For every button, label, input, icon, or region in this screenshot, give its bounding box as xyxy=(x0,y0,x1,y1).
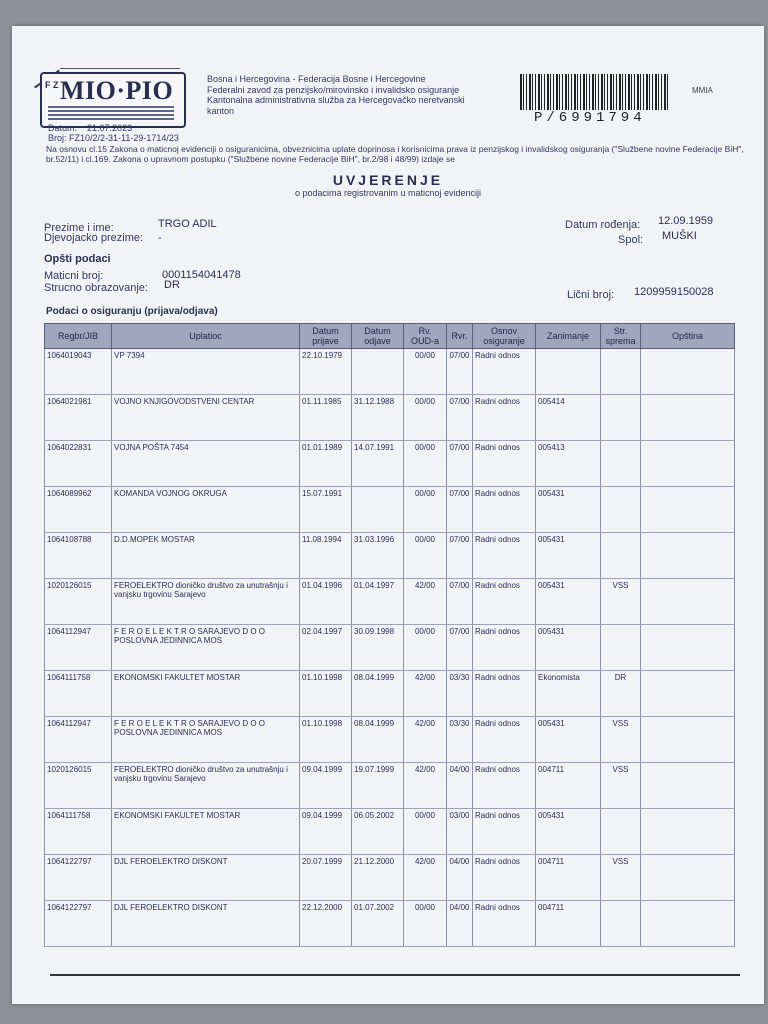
cell-reg: 1064021981 xyxy=(45,395,112,441)
organization-header xyxy=(207,74,465,116)
cell-reg: 1020126015 xyxy=(45,763,112,809)
document-title: UVJERENJE xyxy=(332,172,444,188)
cell-osnov: Radni odnos xyxy=(473,395,536,441)
licni-broj-value: 1209959150028 xyxy=(634,286,714,298)
column-header: Regbr/JIB xyxy=(45,324,112,349)
cell-prijava: 01.10.1998 xyxy=(300,671,352,717)
cell-zanimanje: 005414 xyxy=(536,395,601,441)
cell-opstina xyxy=(641,395,735,441)
cell-prijava: 02.04.1997 xyxy=(300,625,352,671)
cell-odjava: 06.05.2002 xyxy=(352,809,404,855)
table-header-row xyxy=(45,324,735,349)
top-line xyxy=(60,68,180,69)
cell-opstina xyxy=(641,901,735,947)
cell-reg: 1064022831 xyxy=(45,441,112,487)
cell-opstina xyxy=(641,349,735,395)
cell-uplatioc: DJL FEROELEKTRO DISKONT xyxy=(112,855,300,901)
cell-osnov: Radni odnos xyxy=(473,533,536,579)
cell-reg: 1064111758 xyxy=(45,809,112,855)
djevojacko-value: - xyxy=(158,232,162,244)
cell-sprema xyxy=(601,395,641,441)
legal-basis-text: Na osnovu cl.15 Zakona o maticnoj evidenciji o osiguranicima, obveznicima uplate doprinosa i korisnicima prava iz penzijskog i invalidskog osiguranja ("Službene novine Federacije BiH", br.52/11) i cl.169. Zakona o upravnom postupku ("Službene novine Federacije BiH", br.2/98 i 48/99) izdaje se xyxy=(46,144,744,164)
cell-osnov: Radni odnos xyxy=(473,671,536,717)
org-line: kanton xyxy=(207,105,235,116)
cell-zanimanje xyxy=(536,349,601,395)
prezime-value: TRGO ADIL xyxy=(158,218,217,230)
cell-oud: 00/00 xyxy=(404,441,447,487)
column-header: Zanimanje xyxy=(536,324,601,349)
org-line: Kantonalna administrativna služba za Hercegovačko neretvanski xyxy=(207,95,465,105)
cell-prijava: 11.08.1994 xyxy=(300,533,352,579)
column-header: Osnov osiguranje xyxy=(473,324,536,349)
mio-pio-logo xyxy=(40,72,186,128)
cell-sprema xyxy=(601,349,641,395)
org-line: Bosna i Hercegovina - Federacija Bosne i Hercegovine xyxy=(207,74,426,84)
org-line: Federalni zavod za penzijsko/mirovinsko i invalidsko osiguranje xyxy=(207,84,460,95)
cell-uplatioc: F E R O E L E K T R O SARAJEVO D O O POSLOVNA JEDINNICA MOS xyxy=(112,625,300,671)
cell-osnov: Radni odnos xyxy=(473,855,536,901)
cell-oud: 00/00 xyxy=(404,487,447,533)
barcode-number: P/6991794 xyxy=(534,110,646,126)
broj-value: FZ10/2/2-31-11-29-1714/23 xyxy=(69,133,179,143)
table-row xyxy=(45,579,735,625)
cell-odjava: 01.07.2002 xyxy=(352,901,404,947)
cell-oud: 42/00 xyxy=(404,579,447,625)
cell-oud: 42/00 xyxy=(404,671,447,717)
cell-sprema xyxy=(601,487,641,533)
cell-rvr: 03/00 xyxy=(447,809,473,855)
cell-odjava: 30.09.1998 xyxy=(352,625,404,671)
cell-odjava: 19.07.1999 xyxy=(352,763,404,809)
cell-prijava: 01.04.1996 xyxy=(300,579,352,625)
cell-prijava: 22.10.1979 xyxy=(300,349,352,395)
cell-zanimanje: 005431 xyxy=(536,809,601,855)
document-meta xyxy=(48,123,179,143)
cell-prijava: 09.04.1999 xyxy=(300,763,352,809)
table-row xyxy=(45,395,735,441)
table-row xyxy=(45,717,735,763)
cell-sprema xyxy=(601,901,641,947)
cell-uplatioc: VOJNO KNJIGOVODSTVENI CENTAR xyxy=(112,395,300,441)
logo-prefix: F Z xyxy=(45,80,59,90)
cell-opstina xyxy=(641,625,735,671)
cell-rvr: 04/00 xyxy=(447,855,473,901)
cell-opstina xyxy=(641,487,735,533)
cell-rvr: 07/00 xyxy=(447,625,473,671)
cell-reg: 1064019043 xyxy=(45,349,112,395)
broj-label: Broj: xyxy=(48,133,67,143)
general-heading: Opšti podaci xyxy=(44,253,111,265)
cell-osnov: Radni odnos xyxy=(473,441,536,487)
cell-prijava: 01.11.1985 xyxy=(300,395,352,441)
cell-osnov: Radni odnos xyxy=(473,809,536,855)
cell-opstina xyxy=(641,763,735,809)
cell-prijava: 09.04.1999 xyxy=(300,809,352,855)
cell-opstina xyxy=(641,855,735,901)
cell-prijava: 01.01.1989 xyxy=(300,441,352,487)
cell-reg: 1064122797 xyxy=(45,855,112,901)
column-header: Str. sprema xyxy=(601,324,641,349)
cell-uplatioc: F E R O E L E K T R O SARAJEVO D O O POSLOVNA JEDINNICA MOS xyxy=(112,717,300,763)
cell-rvr: 03/30 xyxy=(447,671,473,717)
cell-opstina xyxy=(641,809,735,855)
cell-reg: 1064122797 xyxy=(45,901,112,947)
spol-value: MUŠKI xyxy=(662,230,697,242)
cell-zanimanje: 004711 xyxy=(536,763,601,809)
cell-osnov: Radni odnos xyxy=(473,349,536,395)
cell-osnov: Radni odnos xyxy=(473,717,536,763)
insurance-table xyxy=(44,323,735,947)
cell-sprema xyxy=(601,809,641,855)
cell-odjava: 21.12.2000 xyxy=(352,855,404,901)
cell-odjava xyxy=(352,349,404,395)
cell-odjava: 08.04.1999 xyxy=(352,717,404,763)
cell-oud: 42/00 xyxy=(404,717,447,763)
table-row xyxy=(45,901,735,947)
cell-uplatioc: FEROELEKTRO dioničko društvo za unutrašnju i vanjsku trgovinu Sarajevo xyxy=(112,763,300,809)
cell-zanimanje: 005431 xyxy=(536,579,601,625)
cell-uplatioc: KOMANDA VOJNOG OKRUGA xyxy=(112,487,300,533)
cell-uplatioc: EKONOMSKI FAKULTET MOSTAR xyxy=(112,671,300,717)
cell-odjava: 01.04.1997 xyxy=(352,579,404,625)
cell-oud: 00/00 xyxy=(404,625,447,671)
cell-rvr: 07/00 xyxy=(447,349,473,395)
cell-oud: 00/00 xyxy=(404,809,447,855)
cell-opstina xyxy=(641,671,735,717)
cell-rvr: 04/00 xyxy=(447,901,473,947)
cell-zanimanje: 005413 xyxy=(536,441,601,487)
cell-zanimanje: 005431 xyxy=(536,717,601,763)
cell-opstina xyxy=(641,579,735,625)
cell-reg: 1020126015 xyxy=(45,579,112,625)
cell-uplatioc: FEROELEKTRO dioničko društvo za unutrašnju i vanjsku trgovinu Sarajevo xyxy=(112,579,300,625)
table-row xyxy=(45,441,735,487)
cell-osnov: Radni odnos xyxy=(473,763,536,809)
insurance-table-body xyxy=(45,349,735,947)
cell-sprema xyxy=(601,533,641,579)
cell-reg: 1064111758 xyxy=(45,671,112,717)
document-code: MMIA xyxy=(692,86,713,95)
cell-rvr: 07/00 xyxy=(447,395,473,441)
cell-uplatioc: D.D.MOPEK MOSTAR xyxy=(112,533,300,579)
cell-reg: 1064089962 xyxy=(45,487,112,533)
cell-sprema: VSS xyxy=(601,763,641,809)
cell-prijava: 15.07.1991 xyxy=(300,487,352,533)
cell-zanimanje: 005431 xyxy=(536,625,601,671)
table-row xyxy=(45,533,735,579)
cell-oud: 42/00 xyxy=(404,855,447,901)
licni-broj-label: Lični broj: xyxy=(567,289,615,301)
maticni-label: Maticni broj: xyxy=(44,270,104,282)
cell-oud: 00/00 xyxy=(404,533,447,579)
cell-rvr: 07/00 xyxy=(447,579,473,625)
cell-opstina xyxy=(641,717,735,763)
cell-opstina xyxy=(641,533,735,579)
cell-opstina xyxy=(641,441,735,487)
cell-zanimanje: Ekonomista xyxy=(536,671,601,717)
cell-oud: 00/00 xyxy=(404,395,447,441)
logo-text: MIO·PIO xyxy=(60,76,174,105)
cell-odjava: 14.07.1991 xyxy=(352,441,404,487)
cell-reg: 1064108788 xyxy=(45,533,112,579)
column-header: Datum odjave xyxy=(352,324,404,349)
spol-label: Spol: xyxy=(618,234,644,246)
cell-reg: 1064112947 xyxy=(45,625,112,671)
cell-sprema: VSS xyxy=(601,717,641,763)
table-row xyxy=(45,671,735,717)
table-row xyxy=(45,487,735,533)
datum-label: Datum: xyxy=(48,123,78,133)
column-header: Rvr. xyxy=(447,324,473,349)
table-row xyxy=(45,809,735,855)
cell-prijava: 22.12.2000 xyxy=(300,901,352,947)
column-header: Opština xyxy=(641,324,735,349)
document-page xyxy=(12,26,764,1004)
cell-uplatioc: VP 7394 xyxy=(112,349,300,395)
cell-sprema xyxy=(601,441,641,487)
cell-zanimanje: 004711 xyxy=(536,855,601,901)
cell-osnov: Radni odnos xyxy=(473,625,536,671)
cell-reg: 1064112947 xyxy=(45,717,112,763)
obrazovanje-value: DR xyxy=(164,279,180,291)
table-row xyxy=(45,625,735,671)
cell-zanimanje: 005431 xyxy=(536,487,601,533)
bottom-line xyxy=(50,974,740,976)
cell-sprema: VSS xyxy=(601,579,641,625)
maticni-value: 0001154041478 xyxy=(162,269,241,281)
cell-oud: 00/00 xyxy=(404,901,447,947)
datum-value: 21.07.2023 xyxy=(87,123,133,133)
cell-rvr: 07/00 xyxy=(447,533,473,579)
table-row xyxy=(45,763,735,809)
cell-oud: 00/00 xyxy=(404,349,447,395)
table-row xyxy=(45,349,735,395)
column-header: Rv. OUD-a xyxy=(404,324,447,349)
cell-osnov: Radni odnos xyxy=(473,901,536,947)
cell-zanimanje: 004711 xyxy=(536,901,601,947)
cell-prijava: 01.10.1998 xyxy=(300,717,352,763)
column-header: Datum prijave xyxy=(300,324,352,349)
cell-osnov: Radni odnos xyxy=(473,579,536,625)
cell-odjava xyxy=(352,487,404,533)
cell-sprema: DR xyxy=(601,671,641,717)
cell-odjava: 31.12.1988 xyxy=(352,395,404,441)
cell-sprema: VSS xyxy=(601,855,641,901)
djevojacko-label: Djevojacko prezime: xyxy=(44,232,144,244)
cell-odjava: 31.03.1996 xyxy=(352,533,404,579)
document-subtitle: o podacima registrovanim u maticnoj evidenciji xyxy=(294,188,482,198)
cell-oud: 42/00 xyxy=(404,763,447,809)
cell-uplatioc: DJL FEROELEKTRO DISKONT xyxy=(112,901,300,947)
cell-rvr: 04/00 xyxy=(447,763,473,809)
prezime-label: Prezime i ime: xyxy=(44,222,114,234)
cell-sprema xyxy=(601,625,641,671)
table-row xyxy=(45,855,735,901)
cell-rvr: 07/00 xyxy=(447,487,473,533)
cell-rvr: 03/30 xyxy=(447,717,473,763)
barcode xyxy=(520,74,670,110)
cell-prijava: 20.07.1999 xyxy=(300,855,352,901)
cell-uplatioc: VOJNA POŠTA 7454 xyxy=(112,441,300,487)
insurance-heading: Podaci o osiguranju (prijava/odjava) xyxy=(46,306,218,317)
cell-uplatioc: EKONOMSKI FAKULTET MOSTAR xyxy=(112,809,300,855)
cell-zanimanje: 005431 xyxy=(536,533,601,579)
logo-fine-print xyxy=(48,106,174,122)
cell-rvr: 07/00 xyxy=(447,441,473,487)
obrazovanje-label: Strucno obrazovanje: xyxy=(44,282,148,294)
cell-osnov: Radni odnos xyxy=(473,487,536,533)
column-header: Uplatioc xyxy=(112,324,300,349)
datum-rodjenja-value: 12.09.1959 xyxy=(658,215,714,227)
cell-odjava: 08.04.1999 xyxy=(352,671,404,717)
datum-rodjenja-label: Datum rođenja: xyxy=(565,219,641,231)
